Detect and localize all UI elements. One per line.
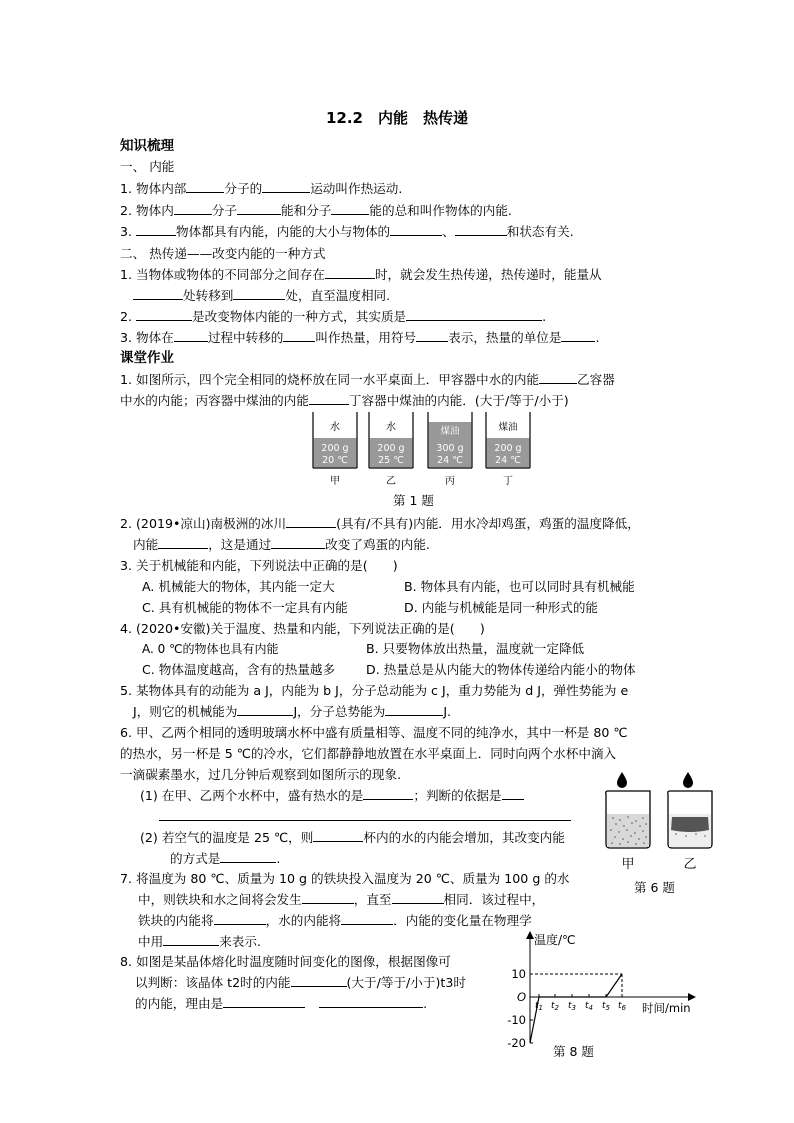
- x-tick-label: $t_1$: [535, 1001, 543, 1012]
- blank[interactable]: [237, 703, 293, 716]
- y-axis-label: 温度/℃: [534, 933, 576, 947]
- knowledge-line-4: 1. 当物体或物体的不同部分之间存在 时，就会发生热传递，热传递时，能量从: [120, 267, 602, 282]
- blank[interactable]: [561, 329, 595, 342]
- beaker-name: 乙: [386, 476, 396, 487]
- blank[interactable]: [237, 202, 281, 215]
- knowledge-line-2: 2. 物体内 分子 能和分子 能的总和叫作物体的内能.: [120, 203, 512, 218]
- beaker-mass: 300 g: [436, 443, 464, 454]
- beaker-temp: 20 ℃: [322, 455, 348, 466]
- beaker-liquid-label: 水: [330, 422, 340, 433]
- section-homework: 课堂作业: [120, 350, 174, 366]
- q6-line-2: 的热水，另一杯是 5 ℃的冷水，它们都静静地放置在水平桌面上．同时向两个水杯中滴入: [120, 746, 617, 761]
- q5-line-1: 5. 某物体具有的动能为 a J，内能为 b J，分子总动能为 c J，重力势能为 d J，弹性势能为 e: [120, 683, 629, 698]
- blank[interactable]: [283, 329, 315, 342]
- beaker-mass: 200 g: [377, 443, 405, 454]
- blank[interactable]: [319, 995, 423, 1008]
- q7-line-1: 7. 将温度为 80 ℃、质量为 10 g 的铁块投入温度为 20 ℃、质量为 100 g 的水: [120, 871, 570, 886]
- beaker-mass: 200 g: [321, 443, 349, 454]
- figure-caption-6: 第 6 题: [634, 880, 675, 895]
- knowledge-line-6: 2. 是改变物体内能的一种方式，其实质是 .: [120, 309, 547, 324]
- q6-line-1: 6. 甲、乙两个相同的透明玻璃水杯中盛有质量相等、温度不同的纯净水，其中一杯是 80 ℃: [120, 725, 628, 740]
- q4-stem: 4. (2020•安徽)关于温度、热量和内能，下列说法正确的是( ): [120, 621, 485, 636]
- ink-drop-icon: [617, 772, 627, 788]
- blank[interactable]: [174, 329, 208, 342]
- q5-line-2: J，则它的机械能为 J，分子总势能为 J.: [133, 704, 452, 719]
- x-axis-label: 时间/min: [642, 1001, 691, 1015]
- beaker-temp: 24 ℃: [437, 455, 463, 466]
- q7-line-4: 中用 来表示.: [138, 934, 261, 949]
- heading-heat-transfer: 二、 热传递——改变内能的一种方式: [120, 246, 326, 261]
- q8-line-3: 的内能，理由是 .: [135, 996, 428, 1011]
- x-tick-label: $t_5$: [602, 1001, 610, 1012]
- beaker-name: 甲: [330, 476, 340, 487]
- q3-option-a[interactable]: A. 机械能大的物体，其内能一定大: [142, 579, 335, 594]
- figure-caption-8: 第 8 题: [553, 1044, 594, 1059]
- temperature-time-chart: [488, 928, 700, 1048]
- q3-option-d[interactable]: D. 内能与机械能是同一种形式的能: [404, 600, 599, 615]
- blank[interactable]: [214, 912, 266, 925]
- blank[interactable]: [416, 329, 448, 342]
- blank[interactable]: [136, 308, 192, 321]
- blank[interactable]: [302, 891, 354, 904]
- y-tick-label: O: [516, 990, 526, 1004]
- knowledge-line-1: 1. 物体内部 分子的 运动叫作热运动.: [120, 181, 403, 196]
- blank[interactable]: [223, 995, 305, 1008]
- cup-jia: [606, 772, 650, 872]
- y-tick-label: 10: [511, 967, 526, 981]
- q6-part-1: (1) 在甲、乙两个水杯中，盛有热水的是 ；判断的依据是: [140, 787, 524, 805]
- q3-option-b[interactable]: B. 物体具有内能，也可以同时具有机械能: [404, 579, 635, 594]
- beaker-liquid-label: 水: [386, 422, 396, 433]
- q1-line-1: 1. 如图所示，四个完全相同的烧杯放在同一水平桌面上．甲容器中水的内能 乙容器: [120, 372, 615, 387]
- x-tick-label: $t_6$: [618, 1001, 626, 1012]
- q4-option-d[interactable]: D. 热量总是从内能大的物体传递给内能小的物体: [366, 662, 636, 677]
- x-tick-label: $t_3$: [568, 1001, 576, 1012]
- q4-option-b[interactable]: B. 只要物体放出热量，温度就一定降低: [366, 641, 585, 656]
- section-knowledge: 知识梳理: [120, 138, 174, 154]
- heading-internal-energy: 一、 内能: [120, 159, 175, 174]
- cup-label: 甲: [621, 857, 635, 872]
- q6-part-2-cont: 的方式是 .: [170, 851, 281, 866]
- beaker-ding: [486, 412, 530, 487]
- blank[interactable]: [539, 371, 577, 384]
- beaker-jia: [313, 412, 357, 487]
- q7-line-2: 中，则铁块和水之间将会发生 ，直至 相同．该过程中，: [138, 892, 545, 907]
- blank[interactable]: [392, 891, 444, 904]
- beaker-bing: [428, 412, 472, 487]
- blank[interactable]: [286, 515, 336, 528]
- knowledge-line-7: 3. 物体在 过程中转移的 叫作热量，用符号 表示，热量的单位是 .: [120, 330, 600, 345]
- q4-option-c[interactable]: C. 物体温度越高，含有的热量越多: [142, 662, 336, 677]
- beaker-liquid-label: 煤油: [440, 426, 460, 437]
- blank[interactable]: [331, 202, 369, 215]
- beakers-figure: [305, 410, 535, 490]
- q8-line-1: 8. 如图是某晶体熔化时温度随时间变化的图像，根据图像可: [120, 954, 451, 969]
- figure-caption-1: 第 1 题: [393, 493, 434, 508]
- q6-part-1-cont: [159, 808, 571, 826]
- knowledge-line-5: 处转移到 处，直至温度相同.: [133, 287, 390, 305]
- blank[interactable]: [341, 912, 393, 925]
- blank[interactable]: [291, 974, 347, 987]
- beaker-mass: 200 g: [494, 443, 522, 454]
- beaker-name: 丙: [445, 476, 455, 487]
- blank[interactable]: [186, 180, 224, 193]
- blank[interactable]: [262, 180, 310, 193]
- ink-drop-icon: [683, 772, 693, 788]
- ink-cups-figure: [598, 764, 724, 876]
- q7-line-3: 铁块的内能将 ，水的内能将 ．内能的变化量在物理学: [138, 913, 532, 928]
- q3-option-c[interactable]: C. 具有机械能的物体不一定具有内能: [142, 600, 348, 615]
- blank[interactable]: [313, 829, 363, 842]
- page-title: 12.2 内能 热传递: [325, 109, 468, 127]
- blank[interactable]: [233, 287, 285, 300]
- blank[interactable]: [325, 266, 375, 279]
- blank[interactable]: [385, 703, 443, 716]
- x-tick-label: $t_2$: [551, 1001, 559, 1012]
- blank[interactable]: [136, 223, 176, 236]
- beaker-temp: 24 ℃: [495, 455, 521, 466]
- blank[interactable]: [163, 933, 219, 946]
- beaker-liquid-label: 煤油: [498, 422, 518, 433]
- beaker-yi: [369, 412, 413, 487]
- q8-line-2: 以判断：该晶体 t2时的内能 (大于/等于/小于)t3时: [135, 975, 466, 990]
- x-tick-label: $t_4$: [585, 1001, 593, 1012]
- q2-line-1: 2. (2019•凉山)南极洲的冰川 (具有/不具有)内能．用水冷却鸡蛋，鸡蛋的温度降低，: [120, 516, 640, 531]
- beaker-temp: 25 ℃: [378, 455, 404, 466]
- q2-line-2: 内能 ，这是通过 改变了鸡蛋的内能.: [133, 537, 430, 552]
- blank[interactable]: [363, 787, 413, 800]
- blank[interactable]: [220, 850, 276, 863]
- blank[interactable]: [133, 287, 183, 300]
- q3-stem: 3. 关于机械能和内能，下列说法中正确的是( ): [120, 558, 398, 573]
- q4-option-a[interactable]: A. 0 ℃的物体也具有内能: [142, 642, 279, 656]
- cup-yi: [668, 772, 712, 872]
- blank[interactable]: [502, 787, 524, 800]
- blank[interactable]: [390, 223, 442, 236]
- blank[interactable]: [159, 808, 571, 821]
- q6-part-2: (2) 若空气的温度是 25 ℃，则 杯内的水的内能会增加，其改变内能: [140, 830, 565, 845]
- cup-label: 乙: [683, 857, 697, 872]
- beaker-name: 丁: [503, 476, 513, 487]
- blank[interactable]: [174, 202, 212, 215]
- q6-line-3: 一滴碳素墨水，过几分钟后观察到如图所示的现象.: [120, 767, 402, 782]
- blank[interactable]: [309, 392, 349, 405]
- y-tick-label: -10: [507, 1013, 526, 1027]
- y-tick-label: -20: [507, 1036, 526, 1048]
- blank[interactable]: [406, 308, 542, 321]
- blank[interactable]: [158, 536, 208, 549]
- blank[interactable]: [455, 223, 507, 236]
- knowledge-line-3: 3. 物体都具有内能，内能的大小与物体的 、 和状态有关.: [120, 224, 574, 239]
- q1-line-2: 中水的内能；丙容器中煤油的内能 丁容器中煤油的内能．(大于/等于/小于): [120, 393, 569, 408]
- blank[interactable]: [271, 536, 325, 549]
